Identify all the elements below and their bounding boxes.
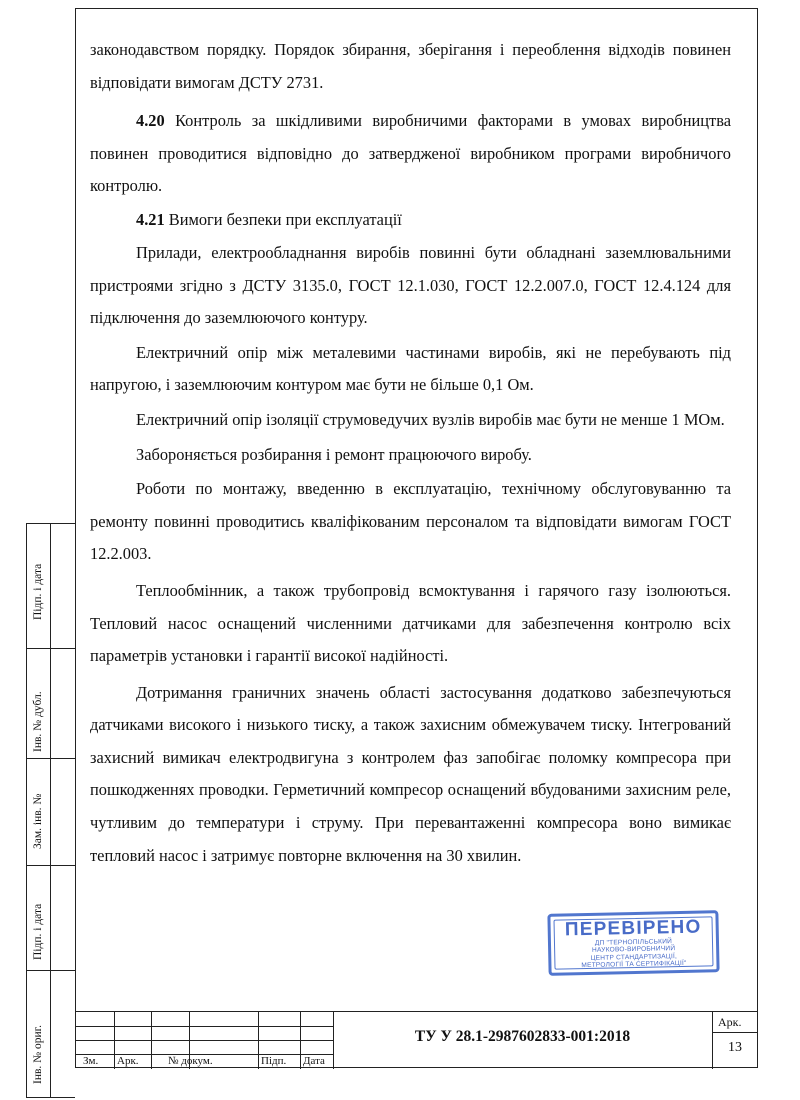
col-date: Дата bbox=[303, 1055, 325, 1067]
side-row-divider bbox=[27, 758, 75, 759]
tb-ark-line bbox=[712, 1032, 758, 1033]
paragraph-waste: законодавством порядку. Порядок збирання, зберігання і переоблення відходів повинен відповідати вимогам ДСТУ 2731. bbox=[90, 40, 731, 92]
verified-stamp bbox=[547, 910, 719, 976]
paragraph-grounding: Прилади, електрообладнання виробів повинні бути обладнані заземлювальними пристроями згідно з ДСТУ 3135.0, ГОСТ 12.1.030, ГОСТ 12.2.007.0, ГОСТ 12.4.124 для підключення до заземлюючого контуру. bbox=[90, 242, 731, 328]
section-number: 4.20 bbox=[136, 111, 165, 131]
paragraph-resistance-insulation: Електричний опір ізоляції струмоведучих вузлів виробів має бути не менше 1 МОм. bbox=[136, 409, 725, 429]
side-label-inv-dubl: Інв. № дубл. bbox=[32, 691, 44, 752]
tb-row-line bbox=[75, 1026, 333, 1027]
section-number: 4.21 bbox=[136, 209, 165, 229]
side-row-divider bbox=[27, 648, 75, 649]
col-sign: Підп. bbox=[261, 1055, 287, 1067]
paragraph-forbidden: Забороняється розбирання і ремонт працюючого виробу. bbox=[136, 444, 532, 464]
section-title: Вимоги безпеки при експлуатації bbox=[164, 209, 402, 229]
page-number: 13 bbox=[728, 1040, 742, 1055]
document-code: ТУ У 28.1-2987602833-001:2018 bbox=[414, 1028, 631, 1045]
stamp-line: ЦЕНТР СТАНДАРТИЗАЦІЇ, bbox=[590, 952, 678, 962]
stamp-inner-border bbox=[553, 916, 713, 969]
section-text: Контроль за шкідливими виробничими факторами в умовах виробництва повинен проводитися відповідно до затвердженої виробником програми виробничого контролю. bbox=[90, 111, 731, 196]
paragraph-limits: Дотримання граничних значень області застосування додатково забезпечуються датчиками високого і низького тиску, а також захисним обмежувачем тиску. Інтегрований захисний вимикач електродвигуна з контролем фаз запобігає поломку компресора при пошкодженнях проводки. Герметичний компресор оснащений вбудованими захисним реле, чутливим до температури і струму. При перевантаженні компресора воно вимикає тепловий насос і затримує повторне включення на 30 хвилин. bbox=[90, 682, 731, 865]
section-4-21-heading bbox=[90, 207, 731, 233]
stamp-line: НАУКОВО-ВИРОБНИЧИЙ bbox=[591, 945, 676, 955]
stamp-title: ПЕРЕВІРЕНО bbox=[564, 916, 702, 941]
side-row-divider bbox=[27, 865, 75, 866]
paragraph-works: Роботи по монтажу, введенню в експлуатацію, технічному обслуговуванню та ремонту повинні проводитись кваліфікованим персоналом та відповідати вимогам ГОСТ 12.2.003. bbox=[90, 479, 731, 564]
title-block bbox=[75, 1011, 758, 1069]
side-label-inv-orig: Інв. № ориг. bbox=[32, 1025, 44, 1084]
col-zm: Зм. bbox=[83, 1055, 99, 1067]
side-label-zam-inv: Зам. інв. № bbox=[32, 793, 44, 849]
side-row-divider bbox=[27, 970, 75, 971]
section-4-20 bbox=[90, 105, 731, 203]
stamp-line: ДП "ТЕРНОПІЛЬСЬКИЙ bbox=[594, 938, 673, 947]
side-label-sign-date-bottom: Підп. і дата bbox=[32, 903, 44, 960]
col-doc-number: № докум. bbox=[168, 1055, 213, 1067]
ark-label: Арк. bbox=[718, 1015, 742, 1029]
paragraph-heat-exchanger: Теплообмінник, а також трубопровід всмоктування і гарячого газу ізолюються. Тепловий насос оснащений численними датчиками для забезпечення контролю всіх параметрів установки і гарантії високої надійності. bbox=[90, 580, 731, 666]
document-body bbox=[90, 34, 731, 872]
side-label-sign-date-top: Підп. і дата bbox=[32, 563, 44, 620]
paragraph-resistance-metal: Електричний опір між металевими частинами виробів, які не перебувають під напругою, і заземлюючим контуром має бути не більше 0,1 Ом. bbox=[90, 342, 731, 395]
tb-row-line bbox=[75, 1040, 333, 1041]
stamp-line: МЕТРОЛОГІЇ ТА СЕРТИФІКАЦІЇ" bbox=[581, 960, 687, 970]
col-ark: Арк. bbox=[117, 1055, 139, 1067]
